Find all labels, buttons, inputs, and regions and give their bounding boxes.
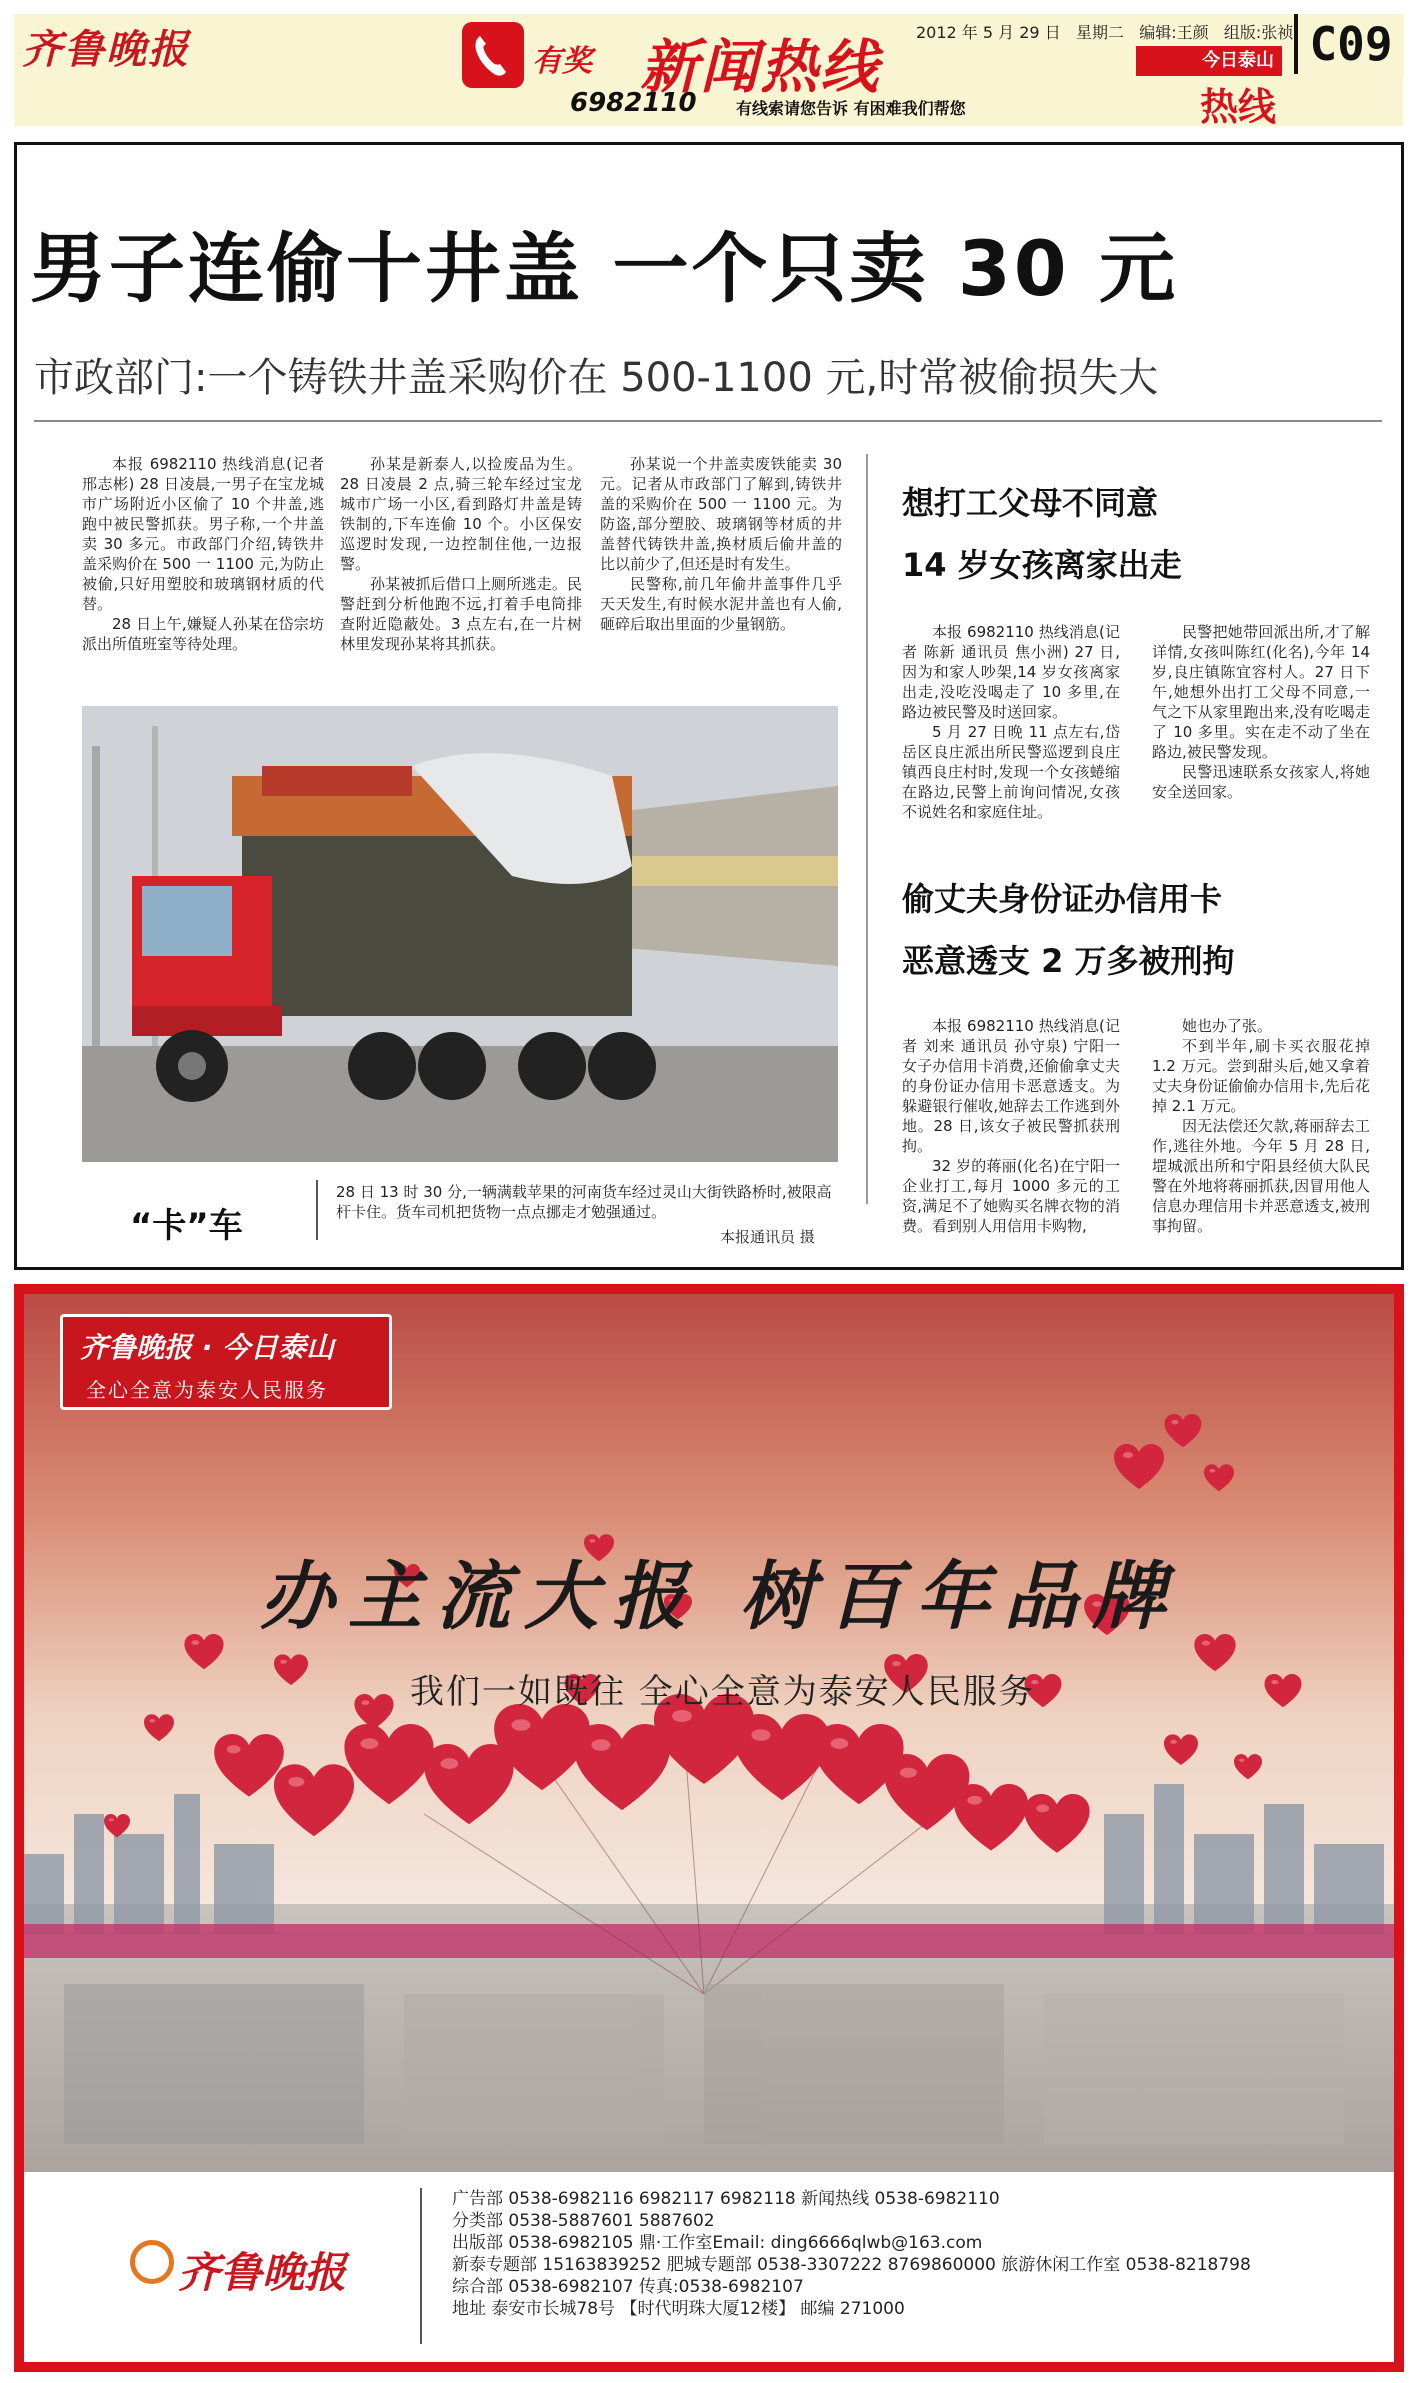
truck-photo xyxy=(82,706,838,1162)
paragraph: 28 日上午,嫌疑人孙某在岱宗坊派出所值班室等待处理。 xyxy=(82,615,324,653)
ad-brand-name: 齐鲁晚报 · 今日泰山 xyxy=(80,1331,335,1364)
paragraph: 她也办了张。 xyxy=(1182,1017,1273,1035)
paragraph: 5 月 27 日晚 11 点左右,岱岳区良庄派出所民警巡逻到良庄镇西良庄村时,发现一个女孩蜷缩在路边,民警上前询问情况,女孩不说姓名和家庭住址。 xyxy=(902,723,1120,821)
logo-swirl-icon xyxy=(130,2240,174,2284)
photo-caption: 28 日 13 时 30 分,一辆满载苹果的河南货车经过灵山大街铁路桥时,被限高杆卡住。货车司机把货物一点点挪走才勉强通过。 xyxy=(336,1183,832,1221)
page-number: C09 xyxy=(1294,14,1404,74)
story-2-column-2 xyxy=(1152,622,1370,802)
main-story-column-2 xyxy=(340,454,582,654)
hotline-prize-label: 有奖 xyxy=(532,44,592,79)
paragraph: 孙某被抓后借口上厕所逃走。民警赶到分析他跑不远,打着手电筒排查附近隐蔽处。3 点左右,在一片树林里发现孙某将其抓获。 xyxy=(340,575,582,653)
paragraph: 本报 6982110 热线消息(记者 邢志彬) 28 日凌晨,一男子在宝龙城市广场附近小区偷了 10 个井盖,逃跑中被民警抓获。男子称,一个井盖卖 30 多元。市政部门介绍,铸铁井盖采购价在 500 一 1100 元,为防止被偷,只好用塑胶和玻璃钢材质的代替。 xyxy=(82,455,324,613)
section-label: 今日泰山 xyxy=(1136,46,1282,76)
paragraph: 孙某是新泰人,以捡废品为生。28 日凌晨 2 点,骑三轮车经过宝龙城市广场一小区,看到路灯井盖是铸铁制的,下车连偷 10 个。小区保安巡逻时发现,一边控制住他,一边报警。 xyxy=(340,455,582,573)
contact-row: 综合部 0538-6982107 传真:0538-6982107 xyxy=(452,2277,804,2297)
editor-credit: 编辑:王颜 xyxy=(1139,23,1209,42)
main-story-column-3 xyxy=(600,454,842,634)
paragraph: 不到半年,刷卡买衣服花掉 1.2 万元。尝到甜头后,她又拿着丈夫身份证偷偷办信用卡,先后花掉 2.1 万元。 xyxy=(1152,1037,1370,1115)
photo-credit: 本报通讯员 摄 xyxy=(720,1228,815,1246)
hotline-number: 6982110 xyxy=(570,88,697,118)
paragraph: 民警称,前几年偷井盖事件几乎天天发生,有时候水泥井盖也有人偷,砸碎后取出里面的少量钢筋。 xyxy=(600,575,842,633)
heart-balloons-illustration xyxy=(24,1294,1394,2174)
paragraph: 民警迅速联系女孩家人,将她安全送回家。 xyxy=(1152,763,1370,801)
paragraph: 孙某说一个井盖卖废铁能卖 30 元。记者从市政部门了解到,铸铁井盖的采购价在 500 一 1100 元。为防盗,部分塑胶、玻璃钢等材质的井盖替代铸铁井盖,换材质后偷井盖的比以前少了,但还是时有发生。 xyxy=(600,455,842,573)
subsection-label: 热线 xyxy=(1200,85,1277,129)
main-story-column-1 xyxy=(82,454,324,654)
issue-meta xyxy=(916,20,1293,43)
paragraph: 本报 6982110 热线消息(记者 陈新 通讯员 焦小洲) 27 日,因为和家人吵架,14 岁女孩离家出走,没吃没喝走了 10 多里,在路边被民警及时送回家。 xyxy=(902,623,1120,721)
paragraph: 本报 6982110 热线消息(记者 刘来 通讯员 孙守泉) 宁阳一女子办信用卡消费,还偷偷拿丈夫的身份证办信用卡恶意透支。为躲避银行催收,她辞去工作逃到外地。28 日,该女子被民警抓获刑拘。 xyxy=(902,1017,1120,1155)
photo-title: “卡”车 xyxy=(130,1206,243,1246)
ad-calligraphy-slogan: 办主流大报 树百年品牌 xyxy=(260,1554,1180,1640)
paragraph: 民警把她带回派出所,才了解详情,女孩叫陈红(化名),今年 14 岁,良庄镇陈宜容村人。27 日下午,她想外出打工父母不同意,一气之下从家里跑出来,没有吃喝走了 10 多里。实在走不动了坐在路边,被民警发现。 xyxy=(1152,623,1370,761)
hotline-slogan: 有线索请您告诉 有困难我们帮您 xyxy=(736,99,966,118)
phone-icon xyxy=(462,22,524,88)
hotline-title: 新闻热线 xyxy=(640,33,881,101)
story-3-column-1 xyxy=(902,1016,1120,1236)
paragraph: 因无法偿还欠款,蒋丽辞去工作,逃往外地。今年 5 月 28 日,堽城派出所和宁阳县经侦大队民警在外地将蒋丽抓获,因冒用他人信息办理信用卡并恶意透支,被刑事拘留。 xyxy=(1152,1117,1370,1235)
contact-row: 广告部 0538-6982116 6982117 6982118 新闻热线 0538-6982110 xyxy=(452,2189,1000,2209)
main-subhead: 市政部门:一个铸铁井盖采购价在 500-1100 元,时常被偷损失大 xyxy=(34,355,1159,401)
ad-tagline: 我们一如既往 全心全意为泰安人民服务 xyxy=(410,1672,1035,1712)
layout-credit: 组版:张祯 xyxy=(1223,23,1294,42)
divider xyxy=(34,420,1382,422)
contact-divider xyxy=(420,2188,422,2344)
ad-brand-slogan: 全心全意为泰安人民服务 xyxy=(86,1378,328,1402)
contact-row: 分类部 0538-5887601 5887602 xyxy=(452,2211,715,2231)
paragraph: 32 岁的蒋丽(化名)在宁阳一企业打工,每月 1000 多元的工资,满足不了她购买名牌衣物的消费。看到别人用信用卡购物, xyxy=(902,1157,1120,1235)
ad-contact-list xyxy=(452,2188,1251,2320)
caption-divider xyxy=(316,1180,318,1240)
story-3-title-line-1: 偷丈夫身份证办信用卡 xyxy=(902,880,1223,918)
issue-weekday: 星期二 xyxy=(1075,23,1124,42)
story-3-title-line-2: 恶意透支 2 万多被刑拘 xyxy=(902,942,1235,980)
story-2-title-line-1: 想打工父母不同意 xyxy=(902,484,1159,522)
main-headline: 男子连偷十井盖 一个只卖 30 元 xyxy=(30,224,1179,313)
story-3-column-2 xyxy=(1152,1016,1370,1236)
issue-date: 2012 年 5 月 29 日 xyxy=(916,23,1061,42)
story-2-column-1 xyxy=(902,622,1120,822)
newspaper-logo: 齐鲁晚报 xyxy=(22,26,190,73)
contact-row: 出版部 0538-6982105 鼎·工作室Email: ding6666qlwb@163.com xyxy=(452,2233,983,2253)
contact-row: 地址 泰安市长城78号 【时代明珠大厦12楼】 邮编 271000 xyxy=(452,2299,905,2319)
logo-text: 齐鲁晚报 xyxy=(178,2248,347,2297)
column-divider xyxy=(866,454,868,1204)
contact-row: 新泰专题部 15163839252 肥城专题部 0538-3307222 8769860000 旅游休闲工作室 0538-8218798 xyxy=(452,2255,1251,2275)
story-2-title-line-2: 14 岁女孩离家出走 xyxy=(902,546,1182,584)
